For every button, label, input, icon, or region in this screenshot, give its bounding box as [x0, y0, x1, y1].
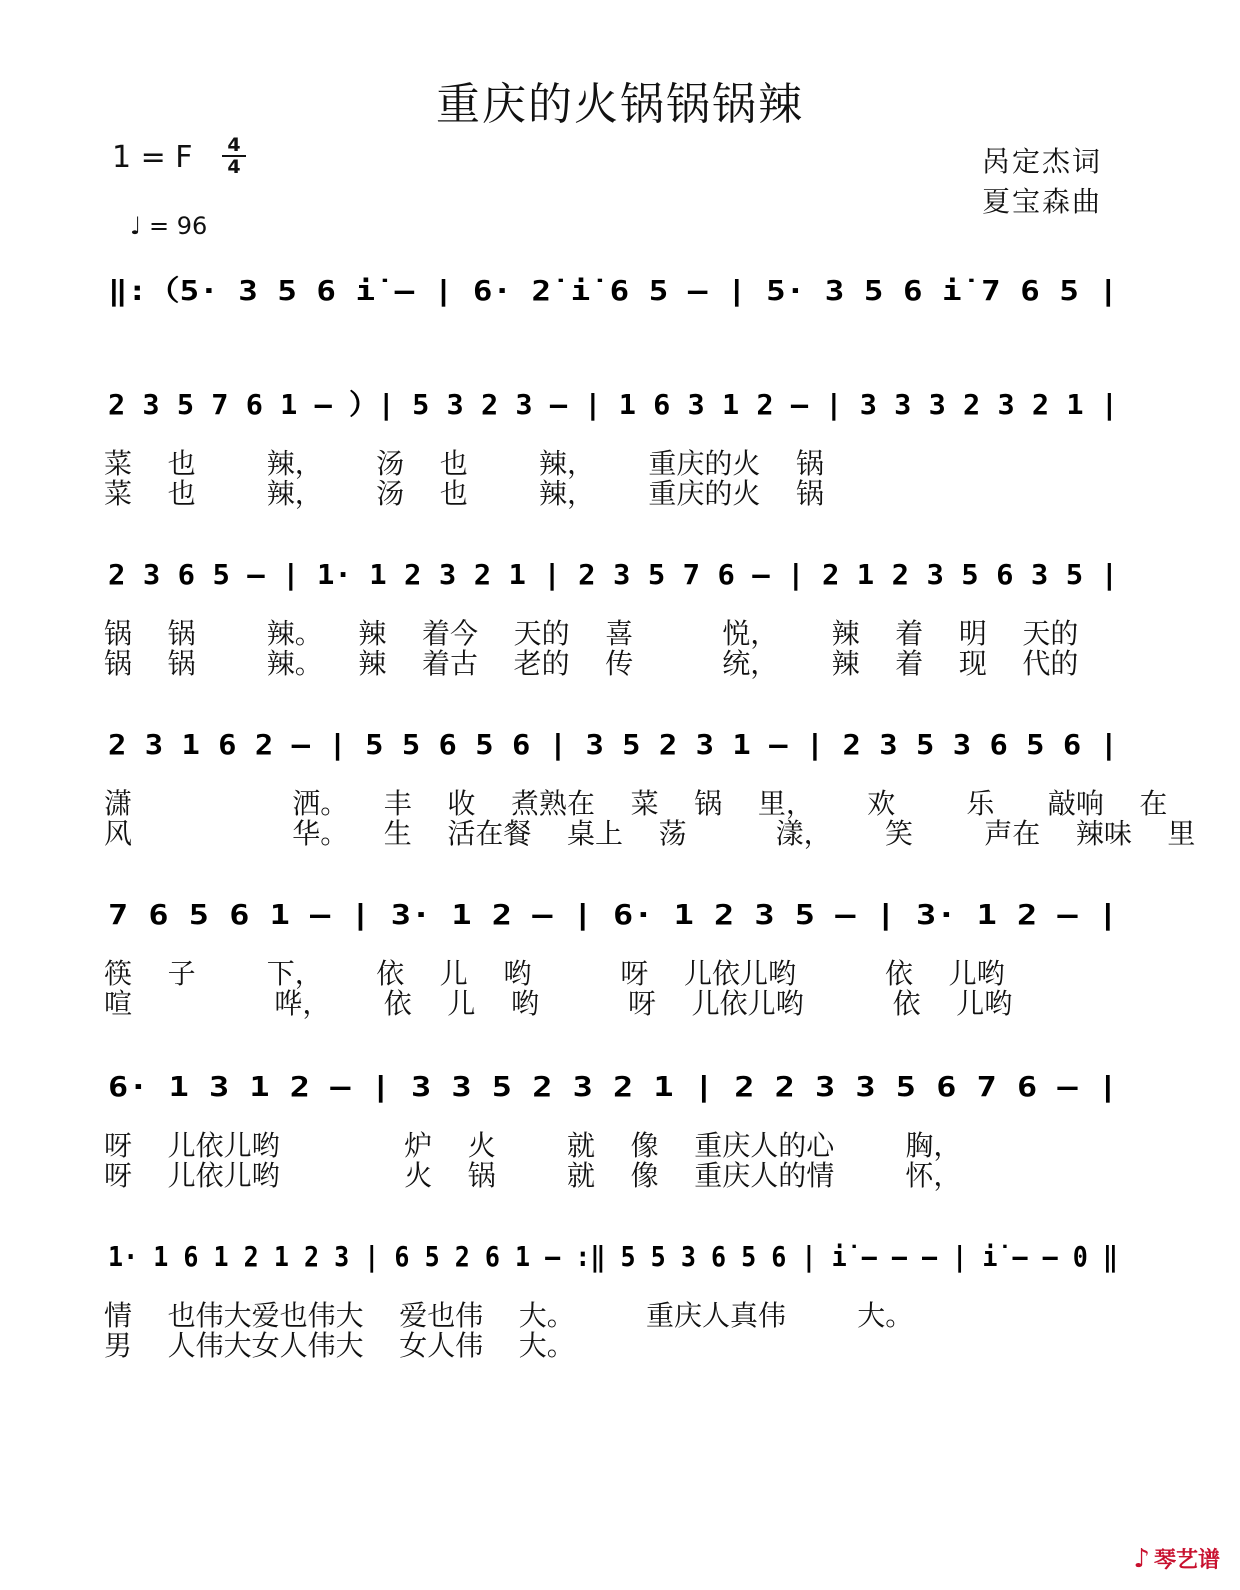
key-signature: 1 = F	[112, 140, 193, 175]
time-signature-bottom: 4	[227, 156, 241, 178]
notation-line: 6· 1 3 1 2 – | 3 3 5 2 3 2 1 | 2 2 3 3 5 6 7 6 – |	[108, 1070, 1118, 1103]
notation-line: 7 6 5 6 1 – | 3· 1 2 – | 6· 1 2 3 5 – | 3· 1 2 – |	[108, 898, 1118, 931]
notation-line: 2 3 6 5 – | 1· 1 2 3 2 1 | 2 3 5 7 6 – | 2 1 2 3 5 6 3 5 |	[108, 558, 1118, 591]
lyric-line: 风 华。 生 活在餐 桌上 荡 漾， 笑 声在 辣味 里	[104, 817, 1196, 850]
lyric-line: 呀 儿依儿哟 炉 火 就 像 重庆人的心 胸，	[104, 1129, 962, 1162]
lyric-line: 筷 子 下， 依 儿 哟 呀 儿依儿哟 依 儿哟	[104, 957, 1005, 990]
notation-line: ‖:（5· 3 5 6 i̇ – | 6· 2̇ i̇ 6 5 – | 5· 3 5 6 i̇ 7 6 5 |	[108, 274, 1118, 307]
watermark	[1133, 1543, 1220, 1574]
lyric-line: 菜 也 辣， 汤 也 辣， 重庆的火 锅	[104, 477, 825, 510]
lyricist-credit: 呙定杰词	[981, 145, 1102, 178]
lyric-line: 潇 洒。 丰 收 煮熟在 菜 锅 里， 欢 乐 敲响 在	[104, 787, 1168, 820]
lyric-line: 呀 儿依儿哟 火 锅 就 像 重庆人的情 怀，	[104, 1159, 962, 1192]
time-signature-top: 4	[227, 134, 241, 156]
lyric-line: 男 人伟大女人伟大 女人伟 大。	[104, 1329, 575, 1362]
notation-line: 2 3 1 6 2 – | 5 5 6 5 6 | 3 5 2 3 1 – | 2 3 5 3 6 5 6 |	[108, 728, 1118, 761]
lyric-line: 锅 锅 辣。 辣 着今 天的 喜 悦， 辣 着 明 天的	[104, 617, 1079, 650]
lyric-line: 锅 锅 辣。 辣 着古 老的 传 统， 辣 着 现 代的	[104, 647, 1079, 680]
notation-line: 1· 1 6 1 2 1 2 3 | 6 5 2 6 1 – :‖ 5 5 3 6 5 6 | i̇ – – – | i̇ – – 0 ‖	[108, 1240, 1118, 1273]
song-title: 重庆的火锅锅锅辣	[436, 79, 804, 130]
lyric-line: 喧 哗， 依 儿 哟 呀 儿依儿哟 依 儿哟	[104, 987, 1013, 1020]
lyric-line: 菜 也 辣， 汤 也 辣， 重庆的火 锅	[104, 447, 825, 480]
watermark-text: 琴艺谱	[1153, 1548, 1220, 1573]
composer-credit: 夏宝森曲	[981, 185, 1102, 218]
lyric-line: 情 也伟大爱也伟大 爱也伟 大。 重庆人真伟 大。	[104, 1299, 914, 1332]
notation-line: 2 3 5 7 6 1 – ）| 5 3 2 3 – | 1 6 3 1 2 – | 3 3 3 2 3 2 1 |	[108, 388, 1118, 421]
logo-icon: ♪	[1133, 1544, 1150, 1574]
tempo-marking: ♩ = 96	[130, 212, 208, 240]
